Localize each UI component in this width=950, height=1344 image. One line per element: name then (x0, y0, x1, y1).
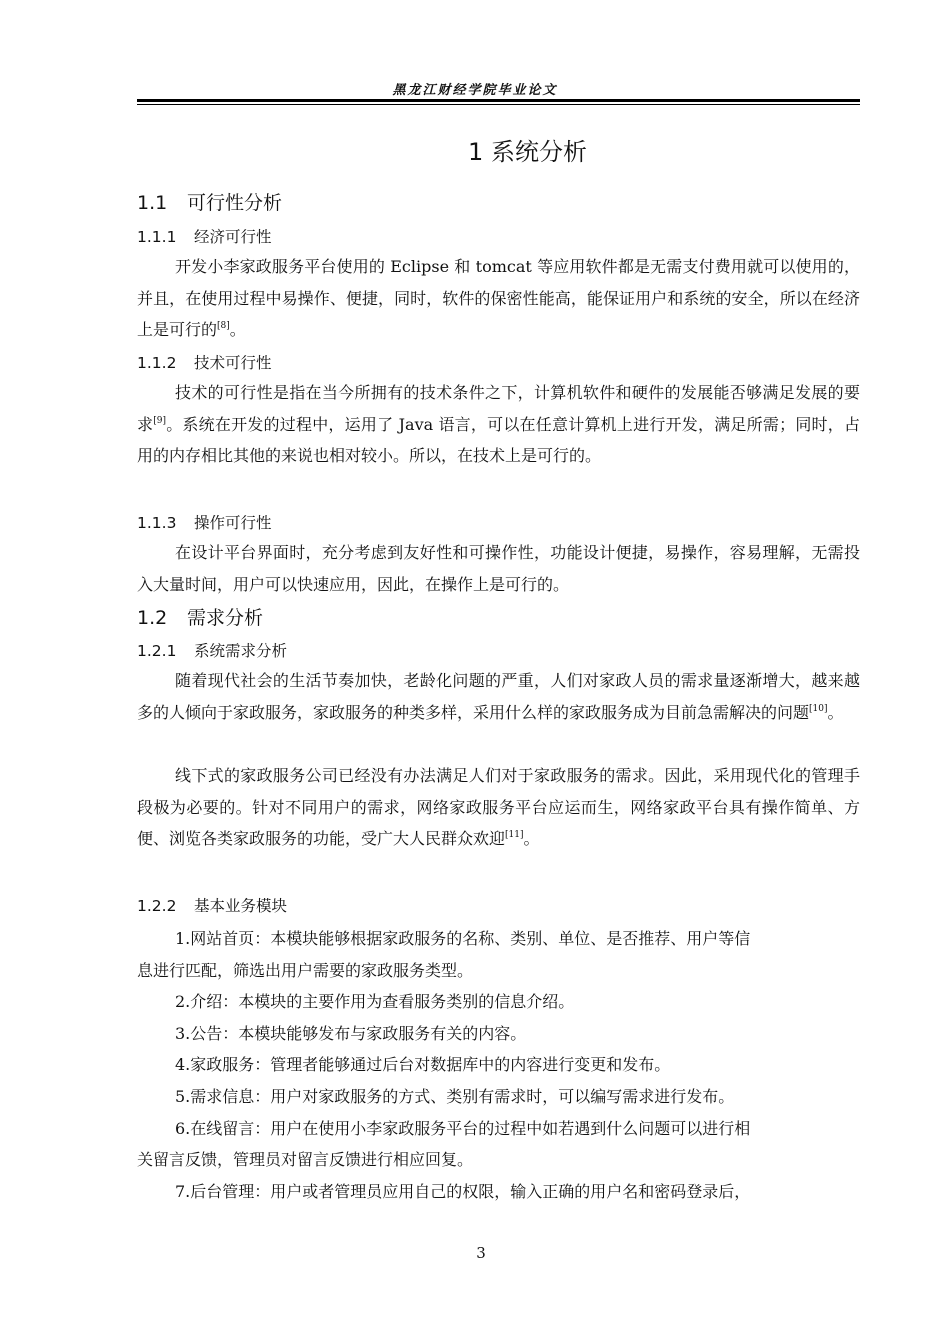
section-number: 1.2.2 (137, 897, 177, 915)
list-item-homepage: 1.网站首页：本模块能够根据家政服务的名称、类别、单位、是否推荐、用户等信 (175, 929, 751, 948)
list-item-announcement: 3.公告：本模块能够发布与家政服务有关的内容。 (175, 1024, 527, 1043)
paragraph-requirements-1: 随着现代社会的生活节奏加快，老龄化问题的严重，人们对家政人员的需求量逐渐增大，越来越多的人倾向于家政服务，家政服务的种类多样，采用什么样的家政服务成为目前急需解决的问题[10]。 (137, 671, 860, 722)
section-heading-1-2 (137, 603, 263, 630)
section-title: 系统需求分析 (194, 642, 288, 660)
section-title: 基本业务模块 (194, 897, 288, 915)
section-title: 技术可行性 (194, 354, 272, 372)
paragraph-requirements-2: 线下式的家政服务公司已经没有办法满足人们对于家政服务的需求。因此，采用现代化的管理手段极为必要的。针对不同用户的需求，网络家政服务平台应运而生，网络家政平台具有操作简单、方便、浏览各类家政服务的功能，受广大人民群众欢迎[11]。 (137, 766, 860, 849)
section-number: 1.1.3 (137, 514, 177, 532)
section-title: 操作可行性 (194, 514, 272, 532)
citation: [8] (217, 321, 230, 332)
section-title: 可行性分析 (187, 192, 283, 214)
chapter-title: 1 系统分析 (468, 138, 587, 166)
section-number: 1.1 (137, 192, 168, 214)
section-number: 1.2.1 (137, 642, 177, 660)
list-item-housekeeping: 4.家政服务：管理者能够通过后台对数据库中的内容进行变更和发布。 (175, 1055, 671, 1074)
section-number: 1.1.2 (137, 354, 177, 372)
list-item-demand: 5.需求信息：用户对家政服务的方式、类别有需求时，可以编写需求进行发布。 (175, 1087, 735, 1106)
section-heading-1-1 (137, 188, 282, 215)
section-heading-1-1-1 (137, 225, 272, 247)
paragraph-technical-feasibility: 技术的可行性是指在当今所拥有的技术条件之下，计算机软件和硬件的发展能否够满足发展的要求[9]。系统在开发的过程中，运用了 Java 语言，可以在任意计算机上进行开发，满足所需；同时，占用的内存相比其他的来说也相对较小。所以，在技术上是可行的。 (137, 383, 860, 466)
paragraph-economic-feasibility: 开发小李家政服务平台使用的 Eclipse 和 tomcat 等应用软件都是无需支付费用就可以使用的，并且，在使用过程中易操作、便捷，同时，软件的保密性能高，能保证用户和系统的安全，所以在经济上是可行的[8]。 (137, 257, 860, 340)
list-item-homepage-cont: 息进行匹配，筛选出用户需要的家政服务类型。 (137, 961, 474, 980)
citation: [10] (809, 703, 828, 714)
page-number: 3 (476, 1244, 486, 1262)
section-title: 经济可行性 (194, 228, 272, 246)
section-heading-1-2-1 (137, 639, 287, 661)
section-heading-1-1-3 (137, 511, 272, 533)
running-header: 黑龙江财经学院毕业论文 (392, 83, 558, 98)
list-item-intro: 2.介绍：本模块的主要作用为查看服务类别的信息介绍。 (175, 992, 575, 1011)
list-item-message: 6.在线留言：用户在使用小李家政服务平台的过程中如若遇到什么问题可以进行相 (175, 1119, 751, 1138)
header-rule-thick (137, 99, 860, 102)
list-item-admin: 7.后台管理：用户或者管理员应用自己的权限，输入正确的用户名和密码登录后， (175, 1182, 751, 1201)
paragraph-operational-feasibility: 在设计平台界面时，充分考虑到友好性和可操作性，功能设计便捷，易操作，容易理解，无需投入大量时间，用户可以快速应用，因此，在操作上是可行的。 (137, 543, 860, 594)
citation: [11] (505, 830, 524, 841)
section-number: 1.2 (137, 607, 168, 629)
section-title: 需求分析 (187, 607, 264, 629)
section-heading-1-1-2 (137, 351, 272, 373)
header-rule-thin (137, 104, 860, 105)
list-item-message-cont: 关留言反馈，管理员对留言反馈进行相应回复。 (137, 1150, 474, 1169)
section-number: 1.1.1 (137, 228, 177, 246)
section-heading-1-2-2 (137, 894, 287, 916)
citation: [9] (153, 415, 166, 426)
